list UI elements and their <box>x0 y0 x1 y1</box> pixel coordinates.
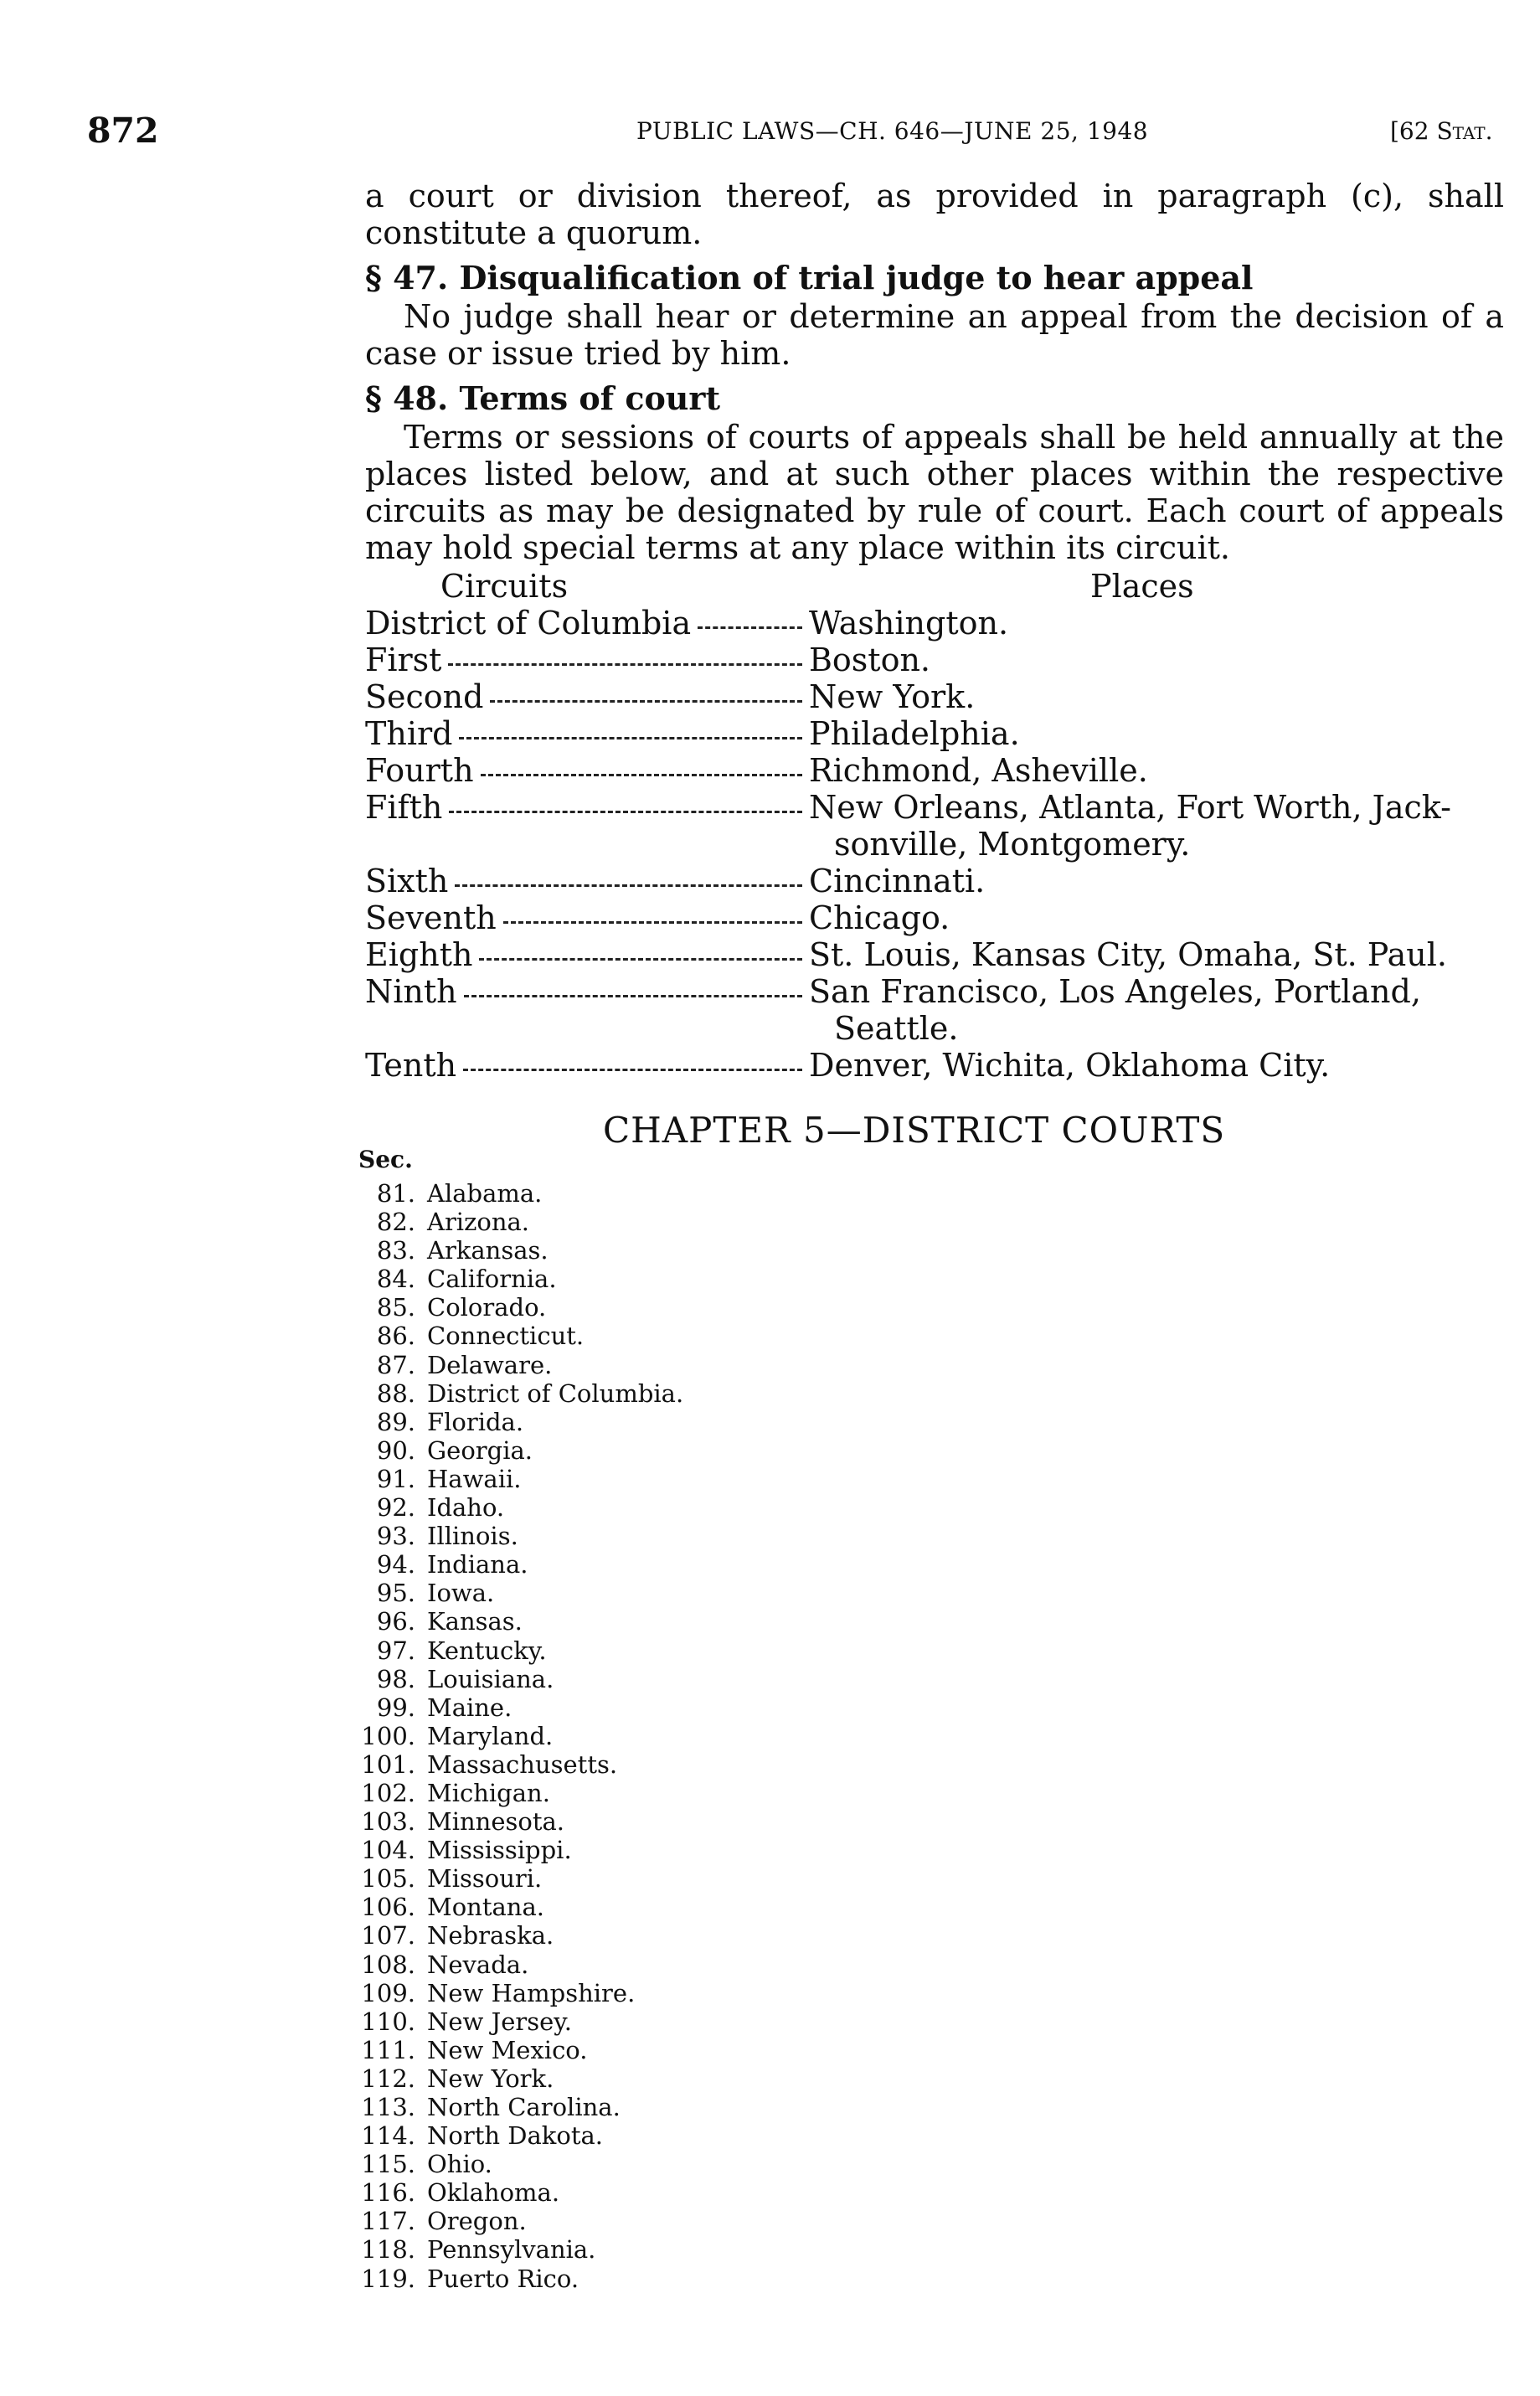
place-cell <box>809 752 1504 789</box>
section-list-item <box>352 1722 683 1750</box>
section-list-item <box>352 2178 683 2207</box>
section-name: Louisiana. <box>427 1664 554 1693</box>
circuit-row <box>365 899 1504 936</box>
section-name: Minnesota. <box>427 1807 564 1837</box>
section-list-item <box>352 2235 683 2264</box>
leader-dots <box>464 973 802 997</box>
section-number: 113. <box>361 2093 415 2121</box>
section-number: 88. <box>376 1378 415 1408</box>
section-name: Michigan. <box>427 1778 550 1807</box>
place-cell <box>809 973 1504 1047</box>
section-list-item <box>352 1836 683 1864</box>
circuit-name: Fifth <box>365 789 443 826</box>
section-number: 110. <box>361 2007 415 2036</box>
section-name: Georgia. <box>427 1435 533 1465</box>
circuit-row <box>365 936 1504 973</box>
section-name: Montana. <box>427 1893 544 1922</box>
section-number: 92. <box>376 1493 415 1523</box>
section-list-item <box>352 1807 683 1836</box>
circuit-cell <box>365 936 809 973</box>
chapter-title: CHAPTER 5—DISTRICT COURTS <box>603 1110 1226 1151</box>
section-name: Mississippi. <box>427 1836 572 1865</box>
leader-dots <box>448 642 802 666</box>
section-name: Hawaii. <box>427 1464 522 1493</box>
circuit-cell <box>365 863 809 899</box>
section-name: California. <box>427 1265 557 1294</box>
section-list-item <box>352 1179 683 1208</box>
main-text <box>365 178 1504 1084</box>
section-list-item <box>352 2093 683 2121</box>
circuit-name: District of Columbia <box>365 605 692 642</box>
section-number: 106. <box>361 1893 415 1922</box>
circuit-row <box>365 605 1504 642</box>
section-number: 90. <box>376 1435 415 1465</box>
circuit-name: Second <box>365 678 484 715</box>
section-name: Pennsylvania. <box>427 2235 596 2265</box>
place-cell <box>809 863 1504 899</box>
section-name: Kentucky. <box>427 1636 547 1665</box>
place-cell <box>809 936 1504 973</box>
circuit-name: Eighth <box>365 936 473 973</box>
circuit-name: Third <box>365 715 453 752</box>
leader-dots <box>463 1047 802 1071</box>
section-list-item <box>352 1693 683 1722</box>
section-list-item <box>352 1208 683 1236</box>
section-number: 119. <box>361 2264 415 2293</box>
section-number: 86. <box>376 1322 415 1351</box>
section-name: Oregon. <box>427 2207 527 2236</box>
circuit-cell <box>365 752 809 789</box>
running-title: PUBLIC LAWS—CH. 646—JUNE 25, 1948 <box>636 117 1149 145</box>
section-name: New Mexico. <box>427 2035 588 2064</box>
section-number: 107. <box>361 1921 415 1950</box>
place-text: St. Louis, Kansas City, Omaha, St. Paul. <box>809 936 1448 973</box>
section-number: 97. <box>376 1636 415 1665</box>
place-cell <box>809 715 1504 752</box>
section-number: 111. <box>361 2035 415 2064</box>
section-48-title: Terms of court <box>459 379 721 417</box>
circuit-row <box>365 642 1504 678</box>
section-list-item <box>352 1579 683 1607</box>
section-number: 101. <box>361 1749 415 1779</box>
section-list-item <box>352 1493 683 1522</box>
section-name: Maine. <box>427 1693 512 1722</box>
section-list-item <box>352 1665 683 1693</box>
place-text: Denver, Wichita, Oklahoma City. <box>809 1047 1331 1084</box>
place-text: Philadelphia. <box>809 715 1020 752</box>
place-text: Cincinnati. <box>809 863 986 899</box>
section-list-item <box>352 2207 683 2235</box>
circuit-row <box>365 1047 1504 1084</box>
section-number: 96. <box>376 1607 415 1636</box>
section-number: 105. <box>361 1864 415 1894</box>
section-number: 118. <box>361 2235 415 2265</box>
section-48-number: § 48. <box>365 379 449 417</box>
section-number: 109. <box>361 1978 415 2007</box>
section-list <box>352 1179 683 2293</box>
section-number: 102. <box>361 1778 415 1807</box>
leader-dots <box>459 715 802 739</box>
place-text: New York. <box>809 678 976 715</box>
circuit-cell <box>365 678 809 715</box>
circuit-name: Seventh <box>365 899 497 936</box>
section-name: Colorado. <box>427 1293 547 1322</box>
section-number: 104. <box>361 1836 415 1865</box>
section-name: Kansas. <box>427 1607 523 1636</box>
leader-dots <box>455 863 802 887</box>
place-text: Chicago. <box>809 899 950 936</box>
section-list-item <box>352 2036 683 2064</box>
section-list-item <box>352 2007 683 2036</box>
section-number: 108. <box>361 1950 415 1979</box>
section-list-item <box>352 1893 683 1921</box>
section-number: 87. <box>376 1350 415 1379</box>
section-name: Idaho. <box>427 1493 505 1523</box>
section-number: 94. <box>376 1550 415 1579</box>
circuit-cell <box>365 973 809 1010</box>
circuit-name: Ninth <box>365 973 457 1010</box>
section-list-item <box>352 1351 683 1379</box>
section-list-item <box>352 1522 683 1550</box>
circuit-cell <box>365 789 809 826</box>
circuits-table-header <box>365 568 1504 605</box>
section-number: 91. <box>376 1464 415 1493</box>
place-text: Washington. <box>809 605 1009 642</box>
section-number: 82. <box>376 1208 415 1237</box>
section-name: District of Columbia. <box>427 1378 684 1408</box>
section-name: New Jersey. <box>427 2007 573 2036</box>
circuit-row <box>365 863 1504 899</box>
section-name: Oklahoma. <box>427 2178 560 2208</box>
section-number: 103. <box>361 1807 415 1837</box>
section-list-item <box>352 1236 683 1265</box>
place-cell <box>809 678 1504 715</box>
section-name: Puerto Rico. <box>427 2264 579 2293</box>
section-47-title: Disqualification of trial judge to hear appeal <box>459 259 1254 296</box>
section-number: 89. <box>376 1407 415 1436</box>
section-list-item <box>352 1607 683 1636</box>
section-number: 81. <box>376 1179 415 1208</box>
place-text: Richmond, Asheville. <box>809 752 1148 789</box>
section-list-item <box>352 1322 683 1350</box>
section-47-heading <box>365 260 1504 296</box>
page-number: 872 <box>87 111 159 151</box>
section-number: 84. <box>376 1265 415 1294</box>
leader-dots <box>479 936 802 961</box>
section-name: Illinois. <box>427 1522 518 1551</box>
section-list-item <box>352 1465 683 1493</box>
place-text-continued: sonville, Montgomery. <box>834 826 1191 863</box>
circuit-name: Tenth <box>365 1047 457 1084</box>
section-48-heading <box>365 380 1504 417</box>
circuit-row <box>365 973 1504 1047</box>
leader-dots <box>503 899 802 924</box>
place-cell <box>809 642 1504 678</box>
circuit-row <box>365 752 1504 789</box>
circuit-cell <box>365 1047 809 1084</box>
circuit-row <box>365 715 1504 752</box>
section-number: 93. <box>376 1522 415 1551</box>
section-number: 85. <box>376 1293 415 1322</box>
section-list-item <box>352 2121 683 2150</box>
leader-dots <box>698 605 802 629</box>
section-name: Arizona. <box>427 1208 530 1237</box>
circuit-name: First <box>365 642 442 678</box>
place-cell <box>809 789 1504 863</box>
section-name: Delaware. <box>427 1350 553 1379</box>
circuit-name: Fourth <box>365 752 474 789</box>
section-name: North Dakota. <box>427 2121 603 2151</box>
section-name: New York. <box>427 2064 554 2093</box>
section-number: 98. <box>376 1664 415 1693</box>
circuits-table <box>365 605 1504 1084</box>
section-number: 116. <box>361 2178 415 2208</box>
section-name: New Hampshire. <box>427 1978 636 2007</box>
section-list-item <box>352 1265 683 1293</box>
section-list-item <box>352 1864 683 1893</box>
section-list-item <box>352 1979 683 2007</box>
running-header <box>0 111 1540 151</box>
circuit-cell <box>365 715 809 752</box>
place-text: San Francisco, Los Angeles, Portland, <box>809 973 1421 1010</box>
section-number: 95. <box>376 1579 415 1608</box>
section-number: 83. <box>376 1236 415 1265</box>
section-number: 100. <box>361 1721 415 1750</box>
place-text: New Orleans, Atlanta, Fort Worth, Jack- <box>809 789 1451 826</box>
section-list-item <box>352 1779 683 1807</box>
statute-reference: [62 Stat. <box>1390 117 1493 145</box>
place-text-continued: Seattle. <box>834 1010 959 1047</box>
section-name: Missouri. <box>427 1864 543 1894</box>
section-name: Nevada. <box>427 1950 529 1979</box>
place-cell <box>809 899 1504 936</box>
section-name: Indiana. <box>427 1550 528 1579</box>
section-number: 112. <box>361 2064 415 2093</box>
section-name: North Carolina. <box>427 2093 621 2121</box>
sec-label: Sec. <box>358 1146 413 1173</box>
place-cell <box>809 1047 1504 1084</box>
section-name: Alabama. <box>427 1179 543 1208</box>
circuit-row <box>365 789 1504 863</box>
section-list-item <box>352 1750 683 1779</box>
circuit-row <box>365 678 1504 715</box>
section-list-item <box>352 1636 683 1665</box>
section-list-item <box>352 1293 683 1322</box>
section-48-text: Terms or sessions of courts of appeals shall be held annually at the places listed below, and at such other places within the respective circuits as may be designated by rule of court. Each court of appeals may hold special terms at any place within its circuit. <box>365 419 1504 566</box>
circuits-column-header: Circuits <box>440 568 569 605</box>
section-number: 115. <box>361 2150 415 2179</box>
section-name: Iowa. <box>427 1579 495 1608</box>
section-list-item <box>352 1921 683 1950</box>
section-list-item <box>352 2265 683 2293</box>
circuit-name: Sixth <box>365 863 449 899</box>
section-name: Arkansas. <box>427 1236 549 1265</box>
leader-dots <box>490 678 802 703</box>
leader-dots <box>449 789 802 813</box>
section-name: Maryland. <box>427 1721 554 1750</box>
section-name: Florida. <box>427 1407 524 1436</box>
section-number: 99. <box>376 1693 415 1722</box>
section-list-item <box>352 1408 683 1436</box>
section-number: 117. <box>361 2207 415 2236</box>
section-number: 114. <box>361 2121 415 2151</box>
circuit-cell <box>365 899 809 936</box>
section-list-item <box>352 1436 683 1465</box>
section-list-item <box>352 1550 683 1579</box>
section-list-item <box>352 1379 683 1408</box>
section-name: Ohio. <box>427 2150 492 2179</box>
continuation-paragraph: a court or division thereof, as provided in paragraph (c), shall constitute a quorum. <box>365 178 1504 251</box>
places-column-header: Places <box>1090 568 1194 605</box>
place-text: Boston. <box>809 642 931 678</box>
section-list-item <box>352 1950 683 1979</box>
section-name: Connecticut. <box>427 1322 585 1351</box>
circuit-cell <box>365 642 809 678</box>
leader-dots <box>481 752 802 776</box>
section-list-item <box>352 2064 683 2093</box>
circuit-cell <box>365 605 809 642</box>
section-name: Massachusetts. <box>427 1749 618 1779</box>
section-47-text: No judge shall hear or determine an appeal from the decision of a case or issue tried by him. <box>365 298 1504 372</box>
section-list-item <box>352 2150 683 2178</box>
section-name: Nebraska. <box>427 1921 554 1950</box>
section-47-number: § 47. <box>365 259 449 296</box>
place-cell <box>809 605 1504 642</box>
